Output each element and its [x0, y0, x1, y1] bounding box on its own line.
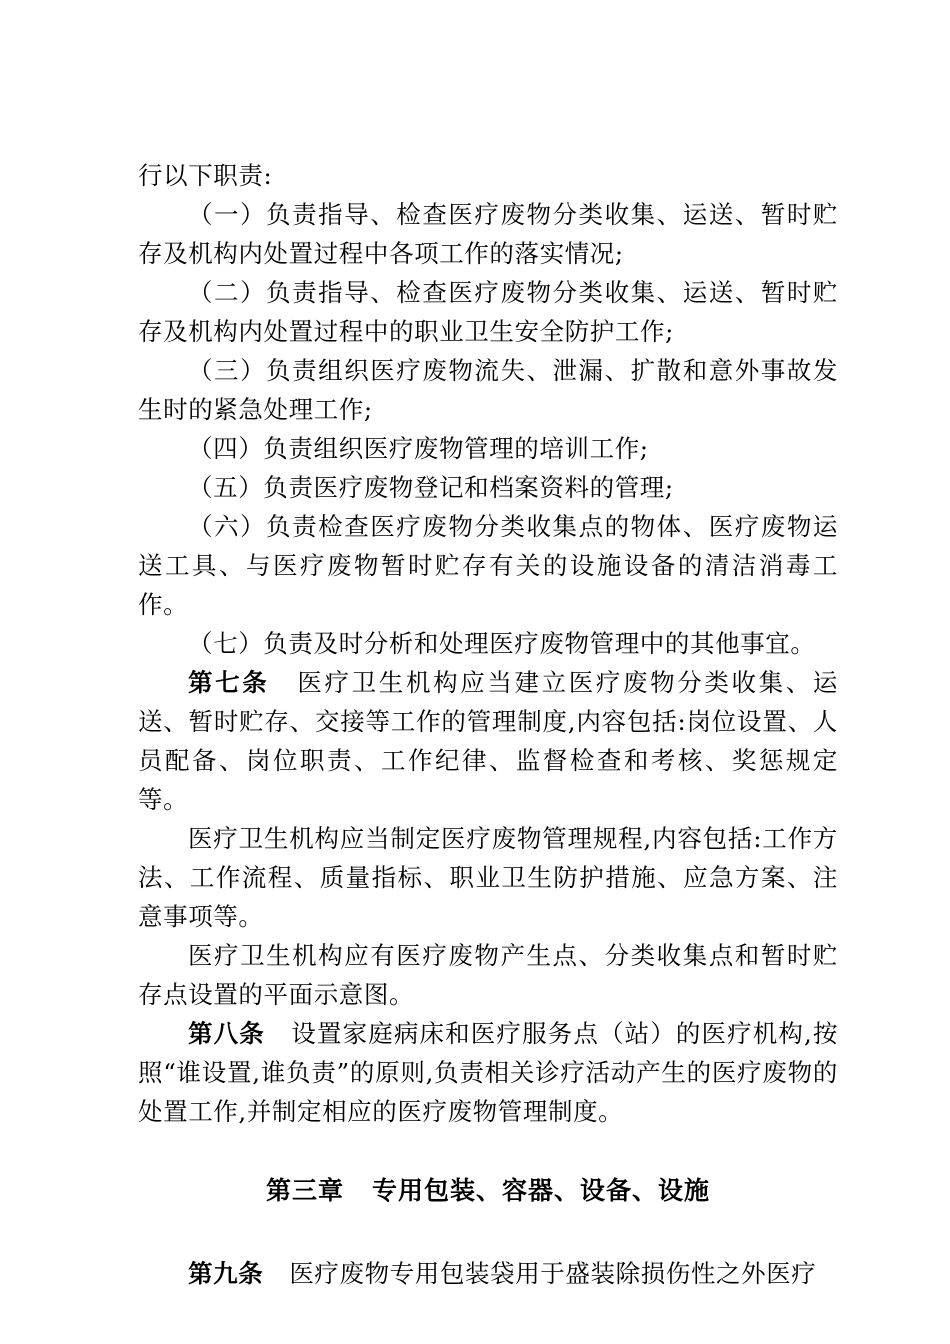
duty-item-4: （四）负责组织医疗废物管理的培训工作;: [188, 434, 649, 463]
duty-item-2: （二）负责指导、检查医疗废物分类收集、运送、暂时贮存及机构内处置过程中的职业卫生安全防护工作;: [138, 278, 838, 346]
duty-item-7: （七）负责及时分析和处理医疗废物管理中的其他事宜。: [188, 629, 816, 658]
duty-item-6: （六）负责检查医疗废物分类收集点的物体、医疗废物运送工具、与医疗废物暂时贮存有关的设施设备的清洁消毒工作。: [138, 512, 838, 619]
duty-item-3: （三）负责组织医疗废物流失、泄漏、扩散和意外事故发生时的紧急处理工作;: [138, 356, 838, 424]
article-7: [138, 663, 838, 819]
article-8-text: 设置家庭病床和医疗服务点（站）的医疗机构,按照“谁设置,谁负责”的原则,负责相关诊疗活动产生的医疗废物的处置工作,并制定相应的医疗废物管理制度。: [138, 1019, 838, 1126]
article-7-paragraph-3: 医疗卫生机构应有医疗废物产生点、分类收集点和暂时贮存点设置的平面示意图。: [138, 941, 838, 1009]
chapter-title: 专用包装、容器、设备、设施: [372, 1176, 711, 1205]
duty-item-5: （五）负责医疗废物登记和档案资料的管理;: [188, 473, 674, 502]
article-8-label: 第八条: [188, 1019, 265, 1048]
paragraph-continuation: 行以下职责:: [138, 161, 273, 190]
article-9: [138, 1254, 838, 1293]
article-7-paragraph-2: 医疗卫生机构应当制定医疗废物管理规程,内容包括:工作方法、工作流程、质量指标、职业卫生防护措施、应急方案、注意事项等。: [138, 824, 838, 931]
chapter-number: 第三章: [265, 1176, 344, 1205]
article-9-label: 第九条: [188, 1259, 264, 1288]
document-body: [138, 156, 838, 1293]
article-7-label: 第七条: [188, 668, 270, 697]
duty-item-1: （一）负责指导、检查医疗废物分类收集、运送、暂时贮存及机构内处置过程中各项工作的落实情况;: [138, 200, 838, 268]
article-7-text: 医疗卫生机构应当建立医疗废物分类收集、运送、暂时贮存、交接等工作的管理制度,内容包括:岗位设置、人员配备、岗位职责、工作纪律、监督检查和考核、奖惩规定等。: [138, 668, 838, 814]
article-9-text: 医疗废物专用包装袋用于盛装除损伤性之外医疗: [289, 1259, 817, 1288]
chapter-heading: [138, 1171, 838, 1210]
article-8: [138, 1014, 838, 1131]
